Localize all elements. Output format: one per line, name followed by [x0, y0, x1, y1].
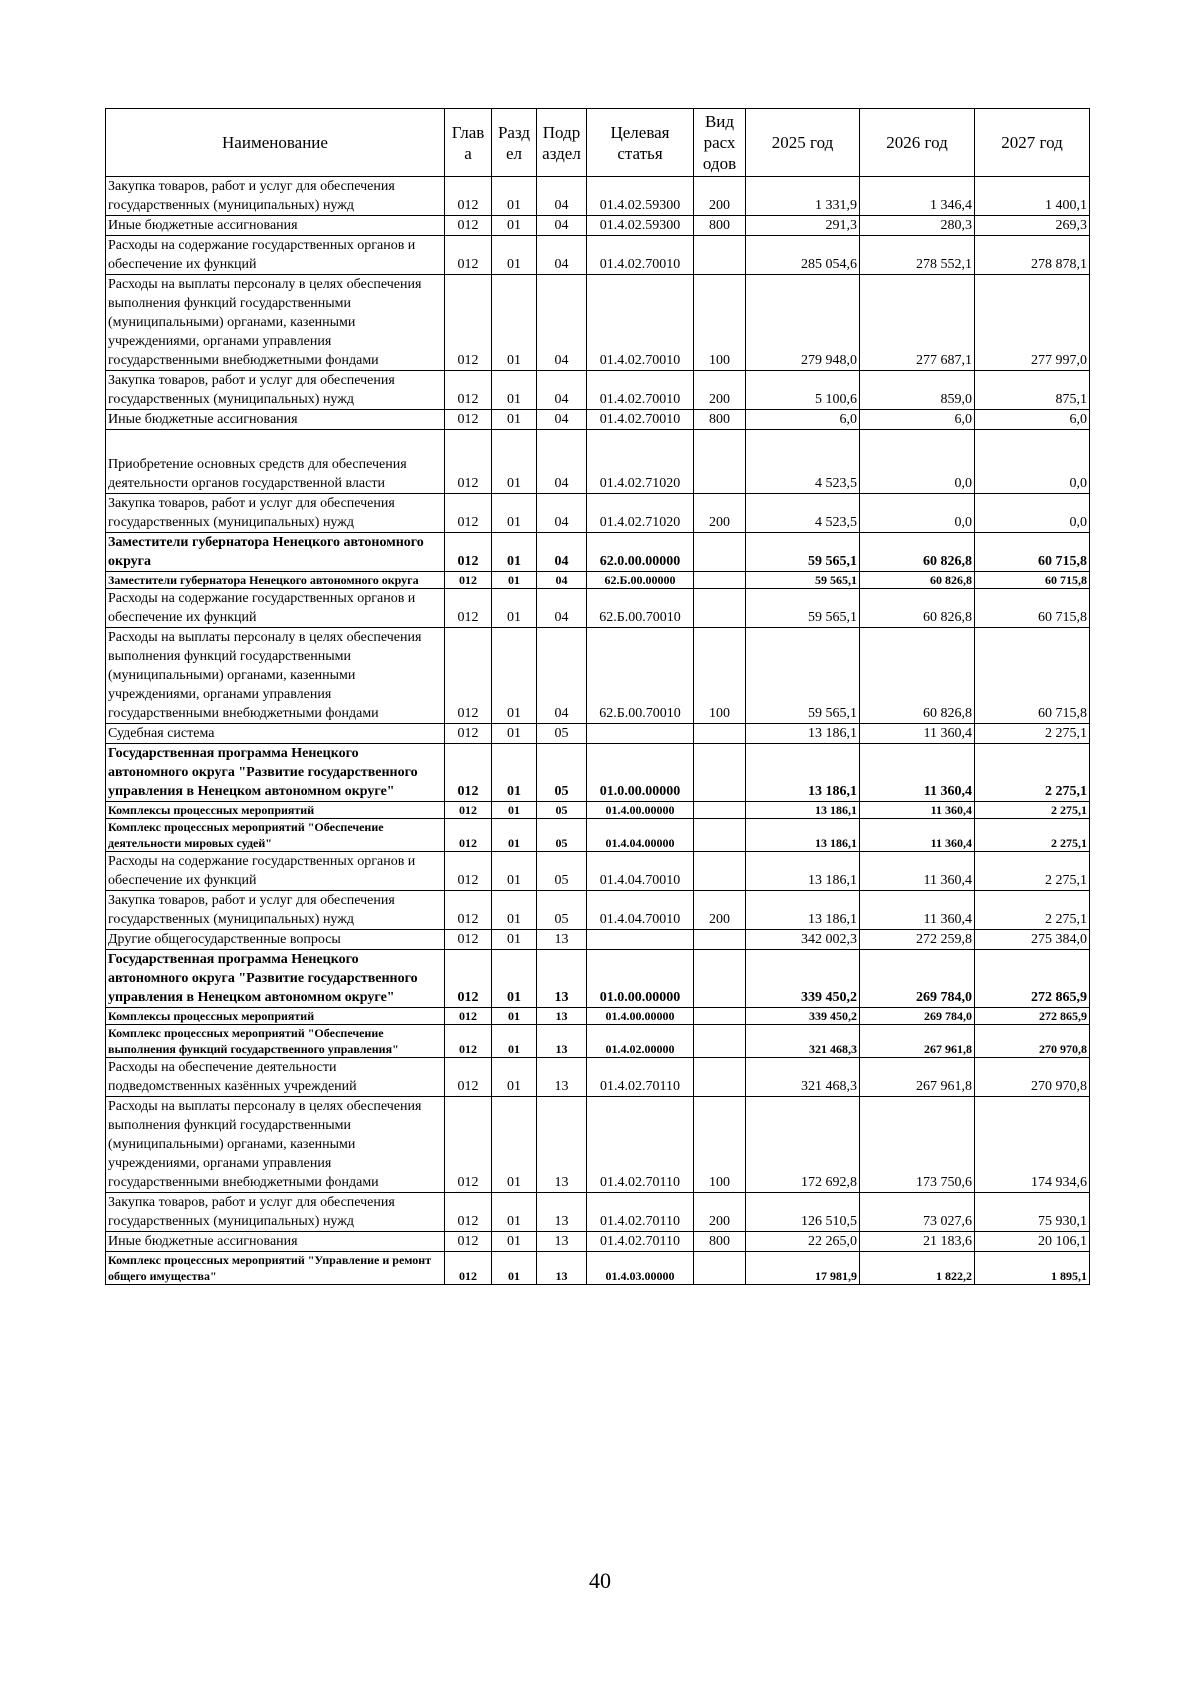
cell-statya: 01.4.02.70010 — [587, 410, 694, 430]
cell-2027: 0,0 — [975, 494, 1090, 533]
cell-statya: 01.4.00.00000 — [587, 802, 694, 819]
cell-2027: 60 715,8 — [975, 628, 1090, 724]
cell-name: Судебная система — [106, 724, 445, 744]
cell-2026: 1 822,2 — [860, 1252, 975, 1285]
cell-name: Государственная программа Ненецкого автономного округа "Развитие государственного управления в Ненецком автономном округе" — [106, 950, 445, 1008]
cell-2027: 277 997,0 — [975, 275, 1090, 371]
cell-2026: 1 346,4 — [860, 177, 975, 216]
cell-2026: 269 784,0 — [860, 1008, 975, 1025]
table-row — [106, 533, 1090, 572]
cell-statya — [587, 724, 694, 744]
cell-2025: 13 186,1 — [746, 891, 860, 930]
cell-glava: 012 — [445, 724, 492, 744]
cell-2025: 59 565,1 — [746, 572, 860, 589]
cell-name: Иные бюджетные ассигнования — [106, 1232, 445, 1252]
cell-name: Государственная программа Ненецкого автономного округа "Развитие государственного управления в Ненецком автономном округе" — [106, 744, 445, 802]
cell-2025: 13 186,1 — [746, 724, 860, 744]
cell-vid — [694, 236, 746, 275]
table-row — [106, 494, 1090, 533]
cell-2026: 280,3 — [860, 216, 975, 236]
cell-statya: 01.4.02.70010 — [587, 371, 694, 410]
cell-name: Расходы на содержание государственных органов и обеспечение их функций — [106, 236, 445, 275]
cell-podrazdel: 13 — [537, 1008, 587, 1025]
cell-statya: 01.4.02.70110 — [587, 1193, 694, 1232]
cell-podrazdel: 04 — [537, 628, 587, 724]
cell-glava: 012 — [445, 744, 492, 802]
cell-podrazdel: 13 — [537, 1097, 587, 1193]
header-glava: Глав а — [445, 109, 492, 177]
cell-glava: 012 — [445, 891, 492, 930]
table-row — [106, 410, 1090, 430]
table-row — [106, 216, 1090, 236]
cell-statya: 01.0.00.00000 — [587, 950, 694, 1008]
cell-name: Комплексы процессных мероприятий — [106, 802, 445, 819]
cell-name: Комплекс процессных мероприятий "Обеспечение деятельности мировых судей" — [106, 819, 445, 852]
cell-glava: 012 — [445, 236, 492, 275]
cell-name: Закупка товаров, работ и услуг для обеспечения государственных (муниципальных) нужд — [106, 1193, 445, 1232]
cell-vid: 200 — [694, 1193, 746, 1232]
cell-vid — [694, 1252, 746, 1285]
cell-vid: 800 — [694, 410, 746, 430]
cell-2025: 342 002,3 — [746, 930, 860, 950]
cell-razdel: 01 — [492, 216, 537, 236]
cell-glava: 012 — [445, 628, 492, 724]
cell-podrazdel: 13 — [537, 1025, 587, 1058]
cell-2025: 13 186,1 — [746, 802, 860, 819]
cell-2026: 277 687,1 — [860, 275, 975, 371]
cell-glava: 012 — [445, 572, 492, 589]
cell-2026: 60 826,8 — [860, 589, 975, 628]
cell-2025: 59 565,1 — [746, 628, 860, 724]
cell-2026: 278 552,1 — [860, 236, 975, 275]
cell-vid — [694, 589, 746, 628]
cell-vid: 200 — [694, 494, 746, 533]
cell-statya: 01.4.02.70010 — [587, 236, 694, 275]
cell-2025: 321 468,3 — [746, 1025, 860, 1058]
cell-statya: 01.4.02.59300 — [587, 177, 694, 216]
cell-podrazdel: 05 — [537, 724, 587, 744]
cell-2026: 173 750,6 — [860, 1097, 975, 1193]
table-row — [106, 1232, 1090, 1252]
cell-2027: 1 400,1 — [975, 177, 1090, 216]
cell-2027: 2 275,1 — [975, 891, 1090, 930]
header-name: Наименование — [106, 109, 445, 177]
cell-name: Расходы на выплаты персоналу в целях обеспечения выполнения функций государственными (муниципальными) органами, казенными учреждениями, органами управления государственными внебюджетными фондами — [106, 1097, 445, 1193]
table-row — [106, 177, 1090, 216]
cell-razdel: 01 — [492, 852, 537, 891]
cell-name: Расходы на обеспечение деятельности подведомственных казённых учреждений — [106, 1058, 445, 1097]
cell-podrazdel: 05 — [537, 852, 587, 891]
cell-vid — [694, 852, 746, 891]
cell-vid — [694, 930, 746, 950]
cell-vid: 100 — [694, 628, 746, 724]
cell-podrazdel: 05 — [537, 744, 587, 802]
table-header — [106, 109, 1090, 177]
table-row — [106, 1097, 1090, 1193]
cell-razdel: 01 — [492, 430, 537, 494]
cell-2027: 272 865,9 — [975, 950, 1090, 1008]
cell-2025: 4 523,5 — [746, 430, 860, 494]
cell-glava: 012 — [445, 852, 492, 891]
cell-podrazdel: 04 — [537, 589, 587, 628]
cell-2026: 272 259,8 — [860, 930, 975, 950]
cell-razdel: 01 — [492, 1058, 537, 1097]
cell-glava: 012 — [445, 1252, 492, 1285]
cell-2026: 267 961,8 — [860, 1058, 975, 1097]
cell-name: Комплекс процессных мероприятий "Обеспечение выполнения функций государственного управления" — [106, 1025, 445, 1058]
cell-glava: 012 — [445, 1025, 492, 1058]
cell-statya: 01.4.02.70110 — [587, 1232, 694, 1252]
cell-glava: 012 — [445, 1097, 492, 1193]
cell-razdel: 01 — [492, 950, 537, 1008]
cell-vid — [694, 572, 746, 589]
cell-podrazdel: 13 — [537, 950, 587, 1008]
cell-razdel: 01 — [492, 1025, 537, 1058]
cell-2026: 11 360,4 — [860, 852, 975, 891]
cell-podrazdel: 04 — [537, 572, 587, 589]
cell-vid — [694, 819, 746, 852]
table-row — [106, 430, 1090, 494]
cell-podrazdel: 04 — [537, 216, 587, 236]
cell-name: Расходы на содержание государственных органов и обеспечение их функций — [106, 589, 445, 628]
table-row — [106, 744, 1090, 802]
cell-2027: 2 275,1 — [975, 852, 1090, 891]
cell-2026: 11 360,4 — [860, 724, 975, 744]
cell-statya: 01.4.02.70010 — [587, 275, 694, 371]
cell-glava: 012 — [445, 950, 492, 1008]
table-row — [106, 852, 1090, 891]
table-row — [106, 1025, 1090, 1058]
cell-2026: 11 360,4 — [860, 744, 975, 802]
cell-2026: 11 360,4 — [860, 891, 975, 930]
cell-2027: 2 275,1 — [975, 744, 1090, 802]
cell-2025: 4 523,5 — [746, 494, 860, 533]
cell-statya: 01.4.03.00000 — [587, 1252, 694, 1285]
cell-2027: 20 106,1 — [975, 1232, 1090, 1252]
cell-podrazdel: 04 — [537, 177, 587, 216]
cell-razdel: 01 — [492, 275, 537, 371]
cell-vid — [694, 533, 746, 572]
cell-2027: 0,0 — [975, 430, 1090, 494]
cell-glava: 012 — [445, 1008, 492, 1025]
cell-glava: 012 — [445, 275, 492, 371]
cell-2025: 5 100,6 — [746, 371, 860, 410]
cell-glava: 012 — [445, 371, 492, 410]
cell-2025: 1 331,9 — [746, 177, 860, 216]
cell-name: Комплекс процессных мероприятий "Управление и ремонт общего имущества" — [106, 1252, 445, 1285]
cell-2025: 17 981,9 — [746, 1252, 860, 1285]
cell-name: Расходы на выплаты персоналу в целях обеспечения выполнения функций государственными (муниципальными) органами, казенными учреждениями, органами управления государственными внебюджетными фондами — [106, 275, 445, 371]
cell-2027: 60 715,8 — [975, 533, 1090, 572]
cell-podrazdel: 04 — [537, 533, 587, 572]
table-row — [106, 1193, 1090, 1232]
cell-vid — [694, 724, 746, 744]
table-row — [106, 589, 1090, 628]
cell-vid — [694, 744, 746, 802]
cell-razdel: 01 — [492, 744, 537, 802]
cell-vid — [694, 950, 746, 1008]
cell-vid: 200 — [694, 371, 746, 410]
cell-razdel: 01 — [492, 572, 537, 589]
cell-statya: 62.Б.00.70010 — [587, 589, 694, 628]
cell-razdel: 01 — [492, 1008, 537, 1025]
cell-razdel: 01 — [492, 177, 537, 216]
page-number: 40 — [589, 1568, 611, 1593]
cell-2026: 6,0 — [860, 410, 975, 430]
table-row — [106, 724, 1090, 744]
cell-razdel: 01 — [492, 236, 537, 275]
cell-podrazdel: 04 — [537, 275, 587, 371]
cell-name: Расходы на выплаты персоналу в целях обеспечения выполнения функций государственными (муниципальными) органами, казенными учреждениями, органами управления государственными внебюджетными фондами — [106, 628, 445, 724]
cell-podrazdel: 13 — [537, 1058, 587, 1097]
cell-vid — [694, 802, 746, 819]
cell-2025: 6,0 — [746, 410, 860, 430]
cell-2026: 60 826,8 — [860, 628, 975, 724]
cell-glava: 012 — [445, 410, 492, 430]
cell-vid — [694, 1025, 746, 1058]
cell-razdel: 01 — [492, 371, 537, 410]
cell-2025: 13 186,1 — [746, 744, 860, 802]
cell-glava: 012 — [445, 430, 492, 494]
cell-vid: 100 — [694, 275, 746, 371]
cell-name: Приобретение основных средств для обеспечения деятельности органов государственной власти — [106, 430, 445, 494]
cell-name: Закупка товаров, работ и услуг для обеспечения государственных (муниципальных) нужд — [106, 371, 445, 410]
cell-podrazdel: 04 — [537, 410, 587, 430]
cell-2025: 13 186,1 — [746, 819, 860, 852]
cell-glava: 012 — [445, 1058, 492, 1097]
cell-podrazdel: 13 — [537, 1252, 587, 1285]
cell-statya: 01.4.04.70010 — [587, 891, 694, 930]
cell-2027: 6,0 — [975, 410, 1090, 430]
cell-2026: 11 360,4 — [860, 802, 975, 819]
cell-name: Иные бюджетные ассигнования — [106, 216, 445, 236]
table-row — [106, 891, 1090, 930]
cell-vid: 800 — [694, 1232, 746, 1252]
cell-vid — [694, 1058, 746, 1097]
header-statya: Целевая статья — [587, 109, 694, 177]
cell-name: Комплексы процессных мероприятий — [106, 1008, 445, 1025]
cell-glava: 012 — [445, 494, 492, 533]
cell-2027: 60 715,8 — [975, 572, 1090, 589]
cell-razdel: 01 — [492, 802, 537, 819]
cell-2025: 59 565,1 — [746, 533, 860, 572]
cell-2025: 59 565,1 — [746, 589, 860, 628]
cell-statya: 01.4.02.71020 — [587, 430, 694, 494]
cell-podrazdel: 04 — [537, 236, 587, 275]
cell-glava: 012 — [445, 802, 492, 819]
cell-2025: 279 948,0 — [746, 275, 860, 371]
cell-2025: 22 265,0 — [746, 1232, 860, 1252]
cell-razdel: 01 — [492, 819, 537, 852]
table-row — [106, 275, 1090, 371]
cell-2027: 270 970,8 — [975, 1058, 1090, 1097]
cell-2025: 291,3 — [746, 216, 860, 236]
cell-razdel: 01 — [492, 724, 537, 744]
header-2027: 2027 год — [975, 109, 1090, 177]
cell-statya: 62.Б.00.00000 — [587, 572, 694, 589]
header-2025: 2025 год — [746, 109, 860, 177]
cell-2025: 339 450,2 — [746, 1008, 860, 1025]
cell-vid: 800 — [694, 216, 746, 236]
cell-2025: 126 510,5 — [746, 1193, 860, 1232]
cell-2027: 875,1 — [975, 371, 1090, 410]
cell-2027: 2 275,1 — [975, 819, 1090, 852]
cell-name: Заместители губернатора Ненецкого автономного округа — [106, 533, 445, 572]
cell-2027: 275 384,0 — [975, 930, 1090, 950]
cell-2025: 172 692,8 — [746, 1097, 860, 1193]
cell-2026: 269 784,0 — [860, 950, 975, 1008]
cell-statya: 01.4.02.00000 — [587, 1025, 694, 1058]
cell-2027: 174 934,6 — [975, 1097, 1090, 1193]
table-row — [106, 1058, 1090, 1097]
cell-statya: 01.4.02.59300 — [587, 216, 694, 236]
cell-2027: 75 930,1 — [975, 1193, 1090, 1232]
table-row — [106, 930, 1090, 950]
cell-statya: 62.0.00.00000 — [587, 533, 694, 572]
cell-razdel: 01 — [492, 1097, 537, 1193]
cell-2026: 60 826,8 — [860, 533, 975, 572]
cell-razdel: 01 — [492, 930, 537, 950]
cell-glava: 012 — [445, 930, 492, 950]
cell-2027: 2 275,1 — [975, 724, 1090, 744]
cell-2025: 321 468,3 — [746, 1058, 860, 1097]
cell-statya: 01.4.04.00000 — [587, 819, 694, 852]
cell-2027: 278 878,1 — [975, 236, 1090, 275]
cell-2027: 2 275,1 — [975, 802, 1090, 819]
cell-2026: 267 961,8 — [860, 1025, 975, 1058]
cell-glava: 012 — [445, 1193, 492, 1232]
cell-razdel: 01 — [492, 1193, 537, 1232]
cell-2025: 13 186,1 — [746, 852, 860, 891]
cell-2027: 269,3 — [975, 216, 1090, 236]
cell-name: Другие общегосударственные вопросы — [106, 930, 445, 950]
cell-statya: 01.4.04.70010 — [587, 852, 694, 891]
cell-razdel: 01 — [492, 1252, 537, 1285]
cell-razdel: 01 — [492, 410, 537, 430]
budget-table — [105, 108, 1090, 1285]
cell-statya: 01.4.00.00000 — [587, 1008, 694, 1025]
cell-razdel: 01 — [492, 628, 537, 724]
table-row — [106, 236, 1090, 275]
table-row — [106, 1008, 1090, 1025]
cell-razdel: 01 — [492, 589, 537, 628]
cell-razdel: 01 — [492, 494, 537, 533]
cell-razdel: 01 — [492, 891, 537, 930]
header-vid: Вид расх одов — [694, 109, 746, 177]
cell-vid — [694, 430, 746, 494]
cell-2027: 270 970,8 — [975, 1025, 1090, 1058]
cell-2027: 60 715,8 — [975, 589, 1090, 628]
cell-2026: 73 027,6 — [860, 1193, 975, 1232]
cell-statya: 62.Б.00.70010 — [587, 628, 694, 724]
cell-statya: 01.4.02.70110 — [587, 1058, 694, 1097]
cell-2026: 60 826,8 — [860, 572, 975, 589]
cell-2027: 1 895,1 — [975, 1252, 1090, 1285]
cell-name: Закупка товаров, работ и услуг для обеспечения государственных (муниципальных) нужд — [106, 494, 445, 533]
cell-razdel: 01 — [492, 533, 537, 572]
table-row — [106, 628, 1090, 724]
header-podrazdel: Подр аздел — [537, 109, 587, 177]
cell-vid: 200 — [694, 891, 746, 930]
cell-razdel: 01 — [492, 1232, 537, 1252]
table-row — [106, 802, 1090, 819]
cell-podrazdel: 04 — [537, 371, 587, 410]
cell-podrazdel: 05 — [537, 891, 587, 930]
table-row — [106, 1252, 1090, 1285]
cell-glava: 012 — [445, 589, 492, 628]
table-row — [106, 950, 1090, 1008]
cell-podrazdel: 13 — [537, 1232, 587, 1252]
table-body — [106, 177, 1090, 1285]
cell-vid: 200 — [694, 177, 746, 216]
cell-glava: 012 — [445, 1232, 492, 1252]
cell-vid — [694, 1008, 746, 1025]
cell-statya: 01.4.02.71020 — [587, 494, 694, 533]
cell-podrazdel: 04 — [537, 430, 587, 494]
cell-2026: 21 183,6 — [860, 1232, 975, 1252]
cell-vid: 100 — [694, 1097, 746, 1193]
cell-2026: 11 360,4 — [860, 819, 975, 852]
cell-glava: 012 — [445, 533, 492, 572]
table-row — [106, 819, 1090, 852]
cell-name: Заместители губернатора Ненецкого автономного округа — [106, 572, 445, 589]
cell-2027: 272 865,9 — [975, 1008, 1090, 1025]
cell-name: Иные бюджетные ассигнования — [106, 410, 445, 430]
cell-glava: 012 — [445, 216, 492, 236]
cell-statya: 01.0.00.00000 — [587, 744, 694, 802]
cell-podrazdel: 05 — [537, 802, 587, 819]
cell-2026: 0,0 — [860, 494, 975, 533]
table-row — [106, 572, 1090, 589]
cell-2026: 859,0 — [860, 371, 975, 410]
cell-glava: 012 — [445, 819, 492, 852]
cell-podrazdel: 05 — [537, 819, 587, 852]
cell-2026: 0,0 — [860, 430, 975, 494]
cell-2025: 285 054,6 — [746, 236, 860, 275]
cell-statya — [587, 930, 694, 950]
cell-statya: 01.4.02.70110 — [587, 1097, 694, 1193]
cell-podrazdel: 13 — [537, 1193, 587, 1232]
cell-glava: 012 — [445, 177, 492, 216]
header-2026: 2026 год — [860, 109, 975, 177]
cell-2025: 339 450,2 — [746, 950, 860, 1008]
table-row — [106, 371, 1090, 410]
header-razdel: Разд ел — [492, 109, 537, 177]
cell-podrazdel: 13 — [537, 930, 587, 950]
cell-name: Закупка товаров, работ и услуг для обеспечения государственных (муниципальных) нужд — [106, 891, 445, 930]
cell-name: Расходы на содержание государственных органов и обеспечение их функций — [106, 852, 445, 891]
cell-podrazdel: 04 — [537, 494, 587, 533]
cell-name: Закупка товаров, работ и услуг для обеспечения государственных (муниципальных) нужд — [106, 177, 445, 216]
